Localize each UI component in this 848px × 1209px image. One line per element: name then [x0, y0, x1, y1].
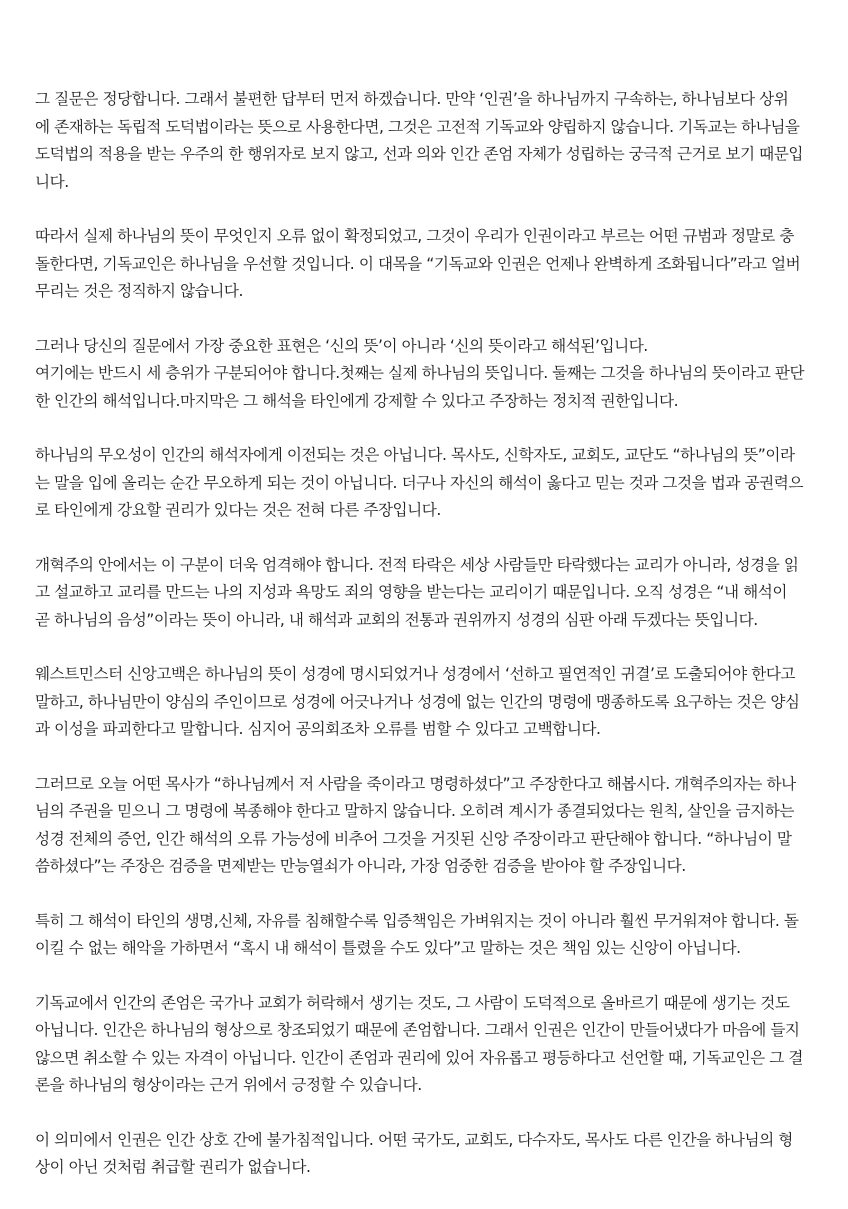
paragraph: [35, 1127, 825, 1182]
paragraph: [35, 333, 825, 416]
text-line: 웨스트민스터 신앙고백은 하나님의 뜻이 성경에 명시되었거나 성경에서 ‘선하고 필연적인 귀결’로 도출되어야 한다고: [35, 665, 796, 683]
text-line: 에 존재하는 독립적 도덕법이라는 뜻으로 사용한다면, 그것은 고전적 기독교와 양립하지 않습니다. 기독교는 하나님을: [35, 117, 800, 136]
paragraph: [35, 771, 825, 881]
text-line: 로 타인에게 강요할 권리가 있다는 것은 전혀 다른 주장입니다.: [35, 501, 441, 519]
paragraph: [35, 86, 825, 196]
text-line: 개혁주의 안에서는 이 구분이 더욱 엄격해야 합니다. 전적 타락은 세상 사람들만 타락했다는 교리가 아니라, 성경을 읽: [35, 555, 799, 574]
text-line: 는 말을 입에 올리는 순간 무오하게 되는 것이 아닙니다. 더구나 자신의 해석이 옳다고 믿는 것과 그것을 법과 공권력으: [35, 473, 803, 492]
text-line: 니다.: [35, 172, 69, 191]
paragraph: [35, 908, 825, 963]
text-line: 따라서 실제 하나님의 뜻이 무엇인지 오류 없이 확정되었고, 그것이 우리가 인권이라고 부르는 어떤 규범과 정말로 충: [35, 227, 794, 245]
text-line: 특히 그 해석이 타인의 생명,신체, 자유를 침해할수록 입증책임은 가벼워지는 것이 아니라 훨씬 무거워져야 합니다. 돌: [35, 911, 799, 930]
text-line: 말하고, 하나님만이 양심의 주인이므로 성경에 어긋나거나 성경에 없는 인간의 명령에 맹종하도록 요구하는 것은 양심: [35, 692, 800, 711]
text-line: 씀하셨다”는 주장은 검증을 면제받는 만능열쇠가 아니라, 가장 엄중한 검증을 받아야 할 주장입니다.: [35, 857, 686, 875]
paragraph: [35, 552, 825, 635]
text-line: 과 이성을 파괴한다고 말합니다. 심지어 공의회조차 오류를 범할 수 있다고 고백합니다.: [35, 720, 601, 738]
text-line: 무리는 것은 정직하지 않습니다.: [35, 282, 244, 300]
paragraph: [35, 442, 825, 525]
paragraph: [35, 223, 825, 306]
text-line: 돌한다면, 기독교인은 하나님을 우선할 것입니다. 이 대목을 “기독교와 인권은 언제나 완벽하게 조화됩니다”라고 얼버: [35, 254, 801, 273]
paragraph: [35, 990, 825, 1100]
text-line: 성경 전체의 증언, 인간 해석의 오류 가능성에 비추어 그것을 거짓된 신앙 주장이라고 판단해야 합니다. “하나님이 말: [35, 829, 792, 848]
text-line: 않으면 취소할 수 있는 자격이 아닙니다. 인간이 존엄과 권리에 있어 자유롭고 평등하다고 선언할 때, 기독교인은 그 결: [35, 1048, 803, 1067]
document-body: [35, 86, 825, 1209]
text-line: 론을 하나님의 형상이라는 근거 위에서 긍정할 수 있습니다.: [35, 1076, 422, 1094]
text-line: 고 설교하고 교리를 만드는 나의 지성과 욕망도 죄의 영향을 받는다는 교리이기 때문입니다. 오직 성경은 “내 해석이: [35, 583, 787, 601]
text-line: 님의 주권을 믿으니 그 명령에 복종해야 한다고 말하지 않습니다. 오히려 계시가 종결되었다는 원칙, 살인을 금지하는: [35, 802, 794, 820]
text-line: 한 인간의 해석입니다.마지막은 그 해석을 타인에게 강제할 수 있다고 주장하는 정치적 권한입니다.: [35, 391, 679, 410]
text-line: 아닙니다. 인간은 하나님의 형상으로 창조되었기 때문에 존엄합니다. 그래서 인권은 인간이 만들어냈다가 마음에 들지: [35, 1021, 800, 1039]
text-line: 상이 아닌 것처럼 취급할 권리가 없습니다.: [35, 1158, 311, 1176]
text-line: 하나님의 무오성이 인간의 해석자에게 이전되는 것은 아닙니다. 목사도, 신학자도, 교회도, 교단도 “하나님의 뜻”이라: [35, 446, 795, 464]
text-line: 기독교에서 인간의 존엄은 국가나 교회가 허락해서 생기는 것도, 그 사람이 도덕적으로 올바르기 때문에 생기는 것도: [35, 993, 790, 1012]
text-line: 이 의미에서 인권은 인간 상호 간에 불가침적입니다. 어떤 국가도, 교회도, 다수자도, 목사도 다른 인간을 하나님의 형: [35, 1130, 793, 1149]
text-line: 그러나 당신의 질문에서 가장 중요한 표현은 ‘신의 뜻’이 아니라 ‘신의 뜻이라고 해석된’입니다.: [35, 336, 648, 355]
text-line: 여기에는 반드시 세 층위가 구분되어야 합니다.첫째는 실제 하나님의 뜻입니다. 둘째는 그것을 하나님의 뜻이라고 판단: [35, 364, 805, 382]
text-line: 도덕법의 적용을 받는 우주의 한 행위자로 보지 않고, 선과 의와 인간 존엄 자체가 성립하는 궁극적 근거로 보기 때문입: [35, 145, 803, 163]
text-line: 그러므로 오늘 어떤 목사가 “하나님께서 저 사람을 죽이라고 명령하셨다”고 주장한다고 해봅시다. 개혁주의자는 하나: [35, 774, 796, 793]
text-line: 곧 하나님의 음성”이라는 뜻이 아니라, 내 해석과 교회의 전통과 권위까지 성경의 심판 아래 두겠다는 뜻입니다.: [35, 610, 758, 629]
paragraph: [35, 661, 825, 744]
text-line: 이킬 수 없는 해악을 가하면서 “혹시 내 해석이 틀렸을 수도 있다”고 말하는 것은 책임 있는 신앙이 아닙니다.: [35, 939, 741, 957]
text-line: 그 질문은 정당합니다. 그래서 불편한 답부터 먼저 하겠습니다. 만약 ‘인권’을 하나님까지 구속하는, 하나님보다 상위: [35, 90, 789, 108]
